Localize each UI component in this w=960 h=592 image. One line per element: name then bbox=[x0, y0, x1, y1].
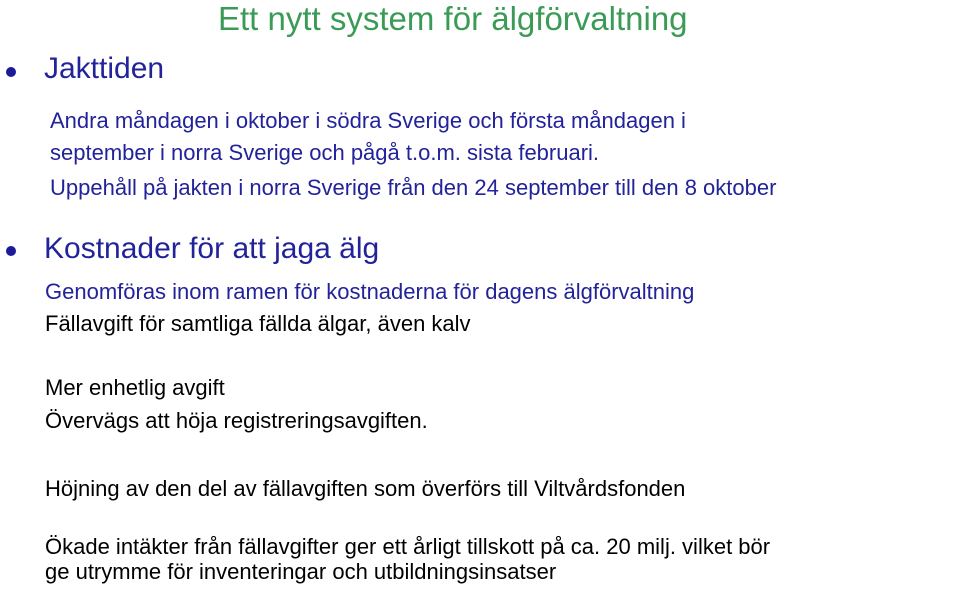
season-text-line-1: Andra måndagen i oktober i södra Sverige och första måndagen i bbox=[50, 108, 686, 133]
cost-text-line-3: Mer enhetlig avgift bbox=[45, 375, 225, 400]
hunting-break-text: Uppehåll på jakten i norra Sverige från den 24 september till den 8 oktober bbox=[50, 175, 777, 200]
cost-text-line-5: Höjning av den del av fällavgiften som överförs till Viltvårdsfonden bbox=[45, 476, 686, 501]
section-heading-kostnader: Kostnader för att jaga älg bbox=[44, 232, 380, 265]
slide-title: Ett nytt system för älgförvaltning bbox=[218, 0, 688, 37]
cost-text-line-2: Fällavgift för samtliga fällda älgar, även kalv bbox=[45, 311, 471, 336]
bullet-icon bbox=[6, 246, 16, 256]
cost-text-line-1: Genomföras inom ramen för kostnaderna för dagens älgförvaltning bbox=[45, 279, 695, 304]
cost-text-line-6: Ökade intäkter från fällavgifter ger ett årligt tillskott på ca. 20 milj. vilket bör bbox=[45, 534, 771, 559]
cost-text-line-7: ge utrymme för inventeringar och utbildningsinsatser bbox=[45, 559, 557, 584]
bullet-icon bbox=[6, 67, 16, 77]
section-heading-jakttiden: Jakttiden bbox=[44, 52, 165, 85]
cost-text-line-4: Övervägs att höja registreringsavgiften. bbox=[45, 408, 428, 433]
season-text-line-2: september i norra Sverige och pågå t.o.m. sista februari. bbox=[50, 140, 600, 165]
